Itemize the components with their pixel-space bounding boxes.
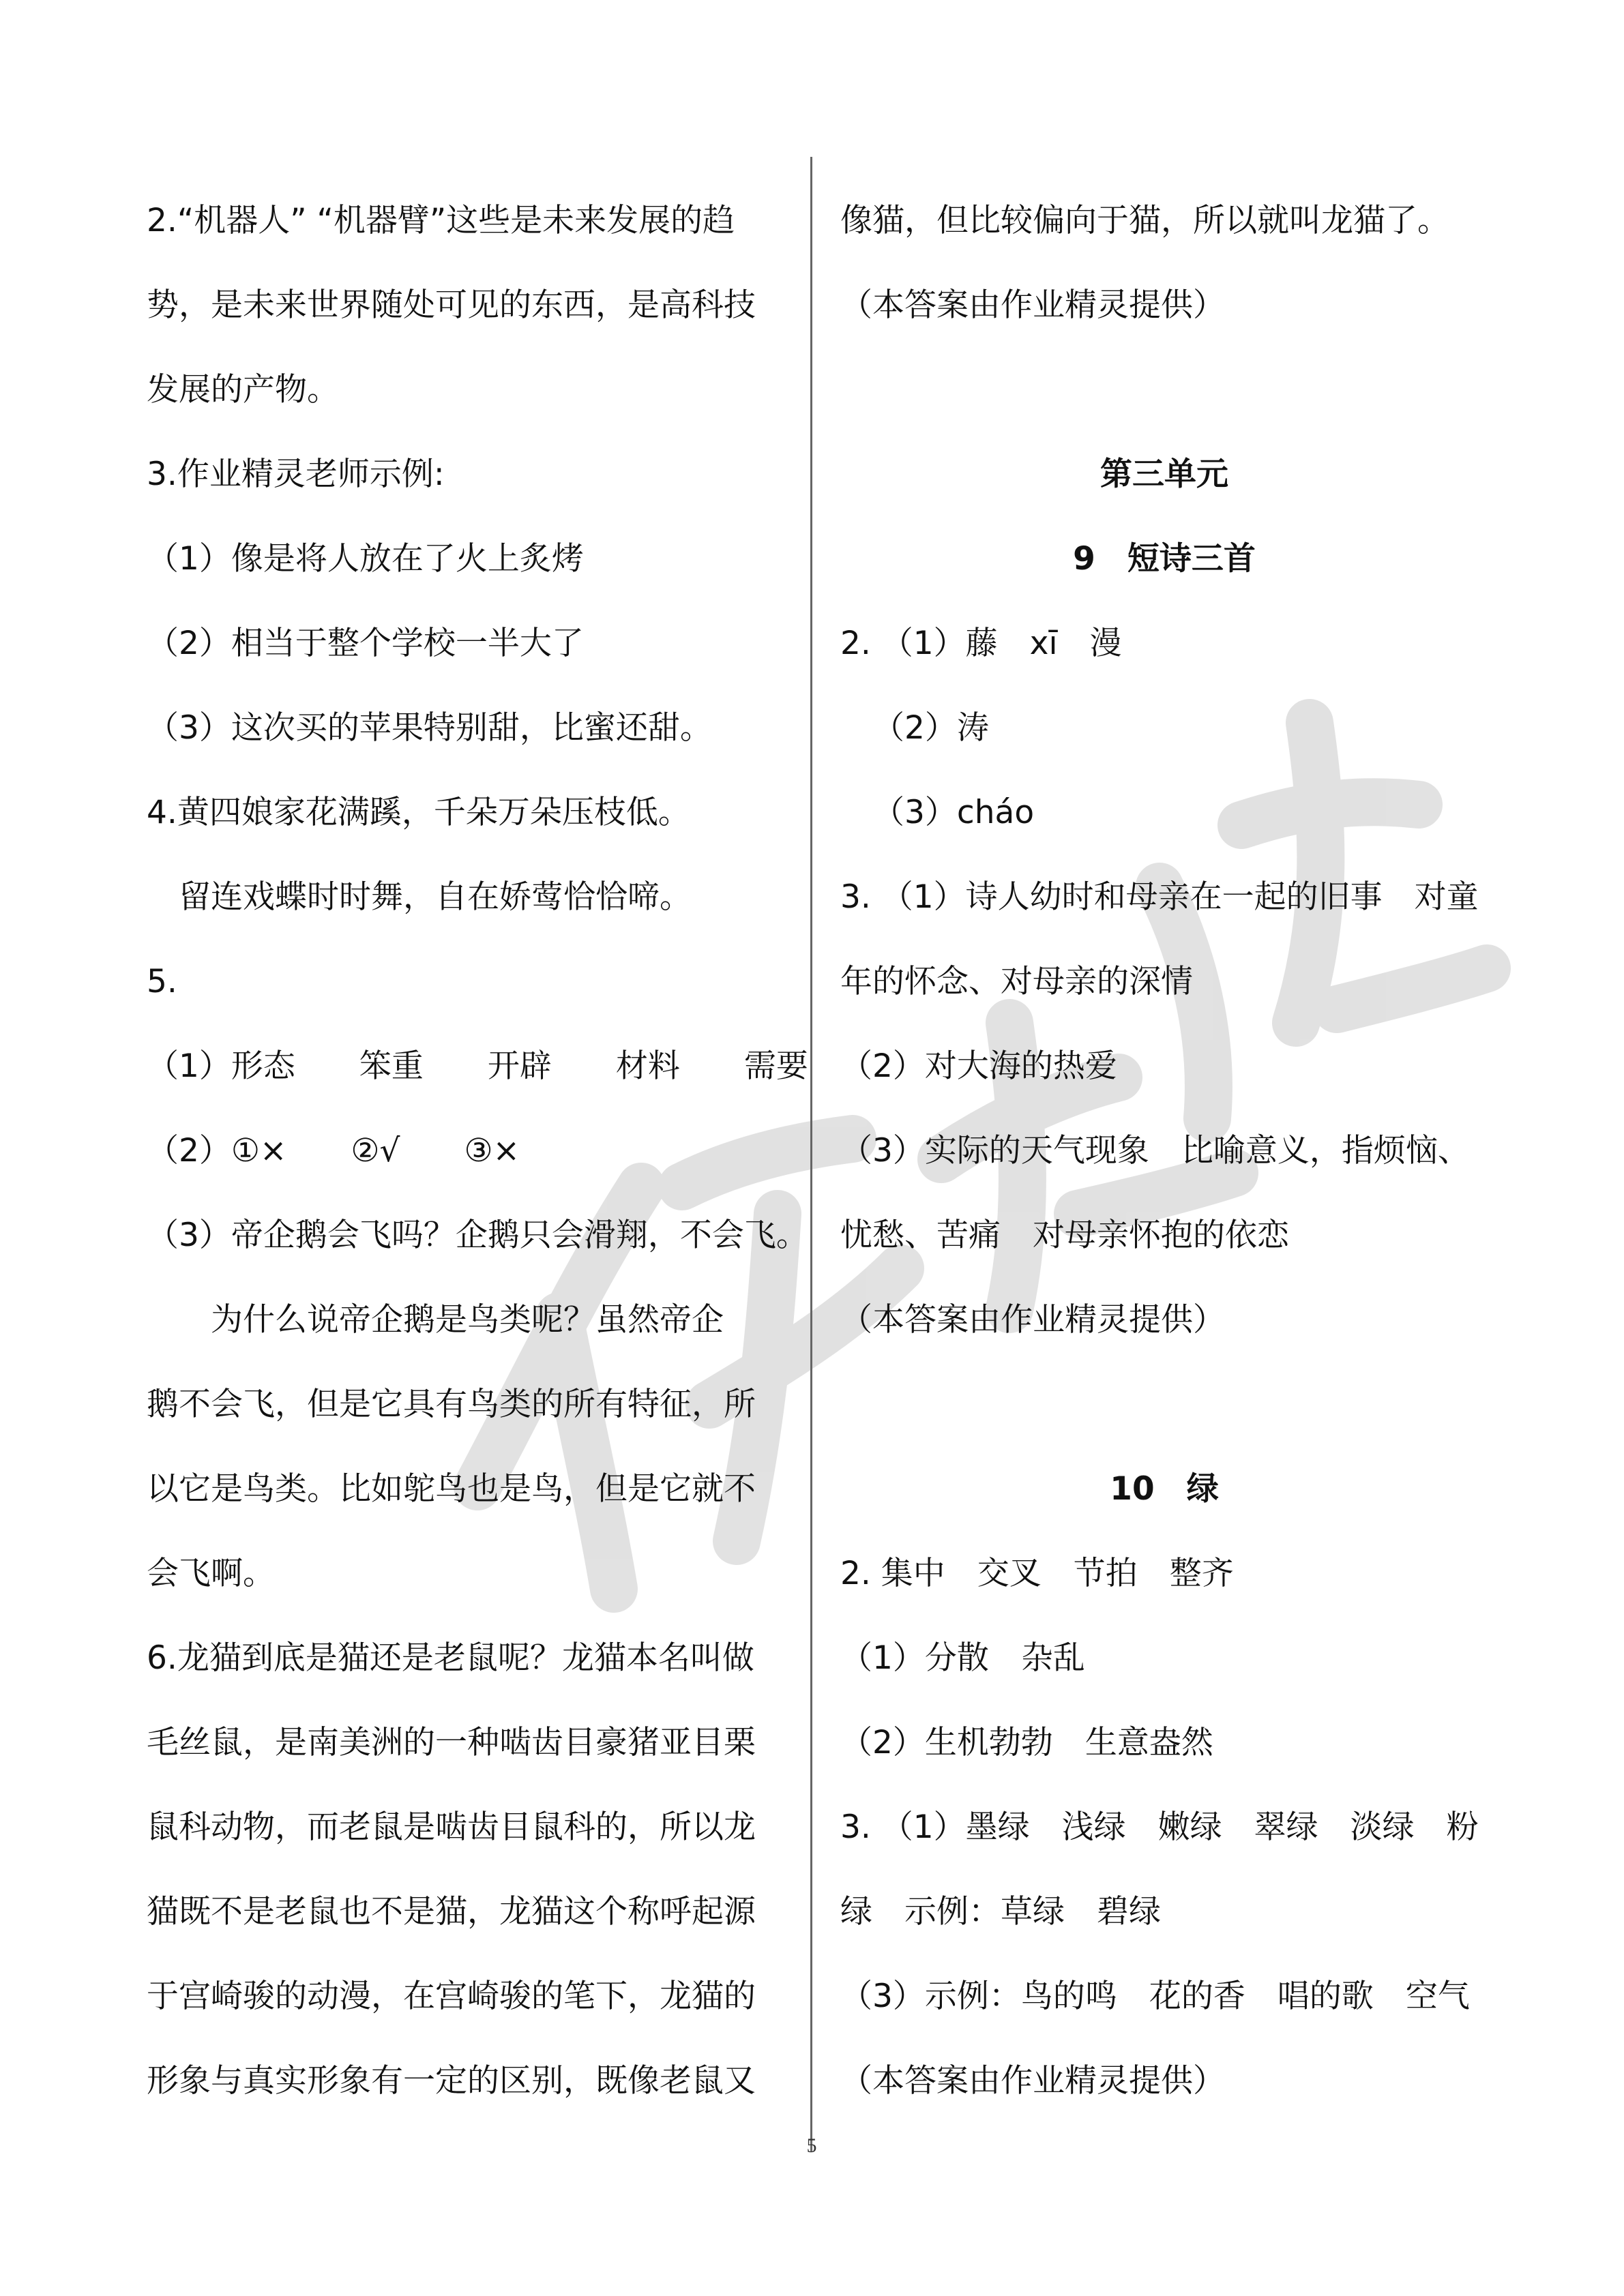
answer-line: （1）像是将人放在了火上炙烤 (147, 540, 584, 578)
right-column (840, 179, 1488, 2123)
answer-line: 3. （1）墨绿 浅绿 嫩绿 翠绿 淡绿 粉 (840, 1808, 1479, 1846)
answer-line: （1）形态 笨重 开辟 材料 需要 (147, 1047, 808, 1085)
answer-line: 势，是未来世界随处可见的东西，是高科技 (147, 286, 756, 324)
answer-line: 以它是鸟类。比如鸵鸟也是鸟，但是它就不 (147, 1470, 756, 1508)
answer-line: （2）涛 (872, 709, 989, 747)
column-divider (810, 157, 812, 2151)
left-column (147, 179, 808, 2123)
answer-line: 5. (147, 963, 177, 1000)
section-heading: 9 短诗三首 (1073, 540, 1256, 578)
answer-line: 4.黄四娘家花满蹊，千朵万朵压枝低。 (147, 794, 690, 831)
answer-line: （3）帝企鹅会飞吗？企鹅只会滑翔，不会飞。 (147, 1217, 808, 1254)
answer-line: （本答案由作业精灵提供） (840, 1301, 1225, 1339)
answer-line: （2）①× ②√ ③× (147, 1132, 520, 1169)
answer-line: 留连戏蝶时时舞，自在娇莺恰恰啼。 (179, 878, 692, 916)
answer-line: 于宫崎骏的动漫，在宫崎骏的笔下，龙猫的 (147, 1978, 756, 2015)
page-number: 5 (806, 2134, 817, 2157)
answer-line: 忧愁、苦痛 对母亲怀抱的依恋 (840, 1217, 1289, 1254)
answer-line: 年的怀念、对母亲的深情 (840, 963, 1193, 1000)
answer-line: 会飞啊。 (147, 1555, 275, 1592)
answer-line: （3）实际的天气现象 比喻意义，指烦恼、 (840, 1132, 1470, 1169)
answer-line: 绿 示例：草绿 碧绿 (840, 1893, 1161, 1930)
answer-line: （3）这次买的苹果特别甜，比蜜还甜。 (147, 709, 712, 747)
answer-line: 6.龙猫到底是猫还是老鼠呢？龙猫本名叫做 (147, 1639, 754, 1677)
answer-line: （3）示例：鸟的鸣 花的香 唱的歌 空气 (840, 1978, 1470, 2015)
answer-line: （本答案由作业精灵提供） (840, 2062, 1225, 2100)
answer-line: 为什么说帝企鹅是鸟类呢？虽然帝企 (211, 1301, 724, 1339)
answer-line: 毛丝鼠，是南美洲的一种啮齿目豪猪亚目栗 (147, 1724, 756, 1761)
answer-line: 2. 集中 交叉 节拍 整齐 (840, 1555, 1234, 1592)
answer-line: 发展的产物。 (147, 371, 339, 408)
answer-line (840, 348, 1488, 432)
answer-line: 像猫，但比较偏向于猫，所以就叫龙猫了。 (840, 202, 1449, 239)
answer-line: 鼠科动物，而老鼠是啮齿目鼠科的，所以龙 (147, 1808, 756, 1846)
answer-line: （2）对大海的热爱 (840, 1047, 1117, 1085)
answer-line: （本答案由作业精灵提供） (840, 286, 1225, 324)
answer-line: （2）生机勃勃 生意盎然 (840, 1724, 1213, 1761)
answer-line: （1）分散 杂乱 (840, 1639, 1085, 1677)
answer-line: 鹅不会飞，但是它具有鸟类的所有特征，所 (147, 1386, 756, 1423)
answer-line: 3. （1）诗人幼时和母亲在一起的旧事 对童 (840, 878, 1479, 916)
answer-line: 2. （1）藤 xī 漫 (840, 625, 1122, 662)
answer-line: 猫既不是老鼠也不是猫，龙猫这个称呼起源 (147, 1893, 756, 1930)
section-heading: 10 绿 (1110, 1470, 1219, 1508)
answer-line: 形象与真实形象有一定的区别，既像老鼠又 (147, 2062, 756, 2100)
answer-line: （3）cháo (872, 794, 1035, 831)
answer-line (840, 1362, 1488, 1447)
section-heading: 第三单元 (1100, 456, 1228, 493)
answer-line: （2）相当于整个学校一半大了 (147, 625, 584, 662)
answer-line: 3.作业精灵老师示例: (147, 456, 445, 493)
answer-line: 2.“机器人” “机器臂”这些是未来发展的趋 (147, 202, 735, 239)
